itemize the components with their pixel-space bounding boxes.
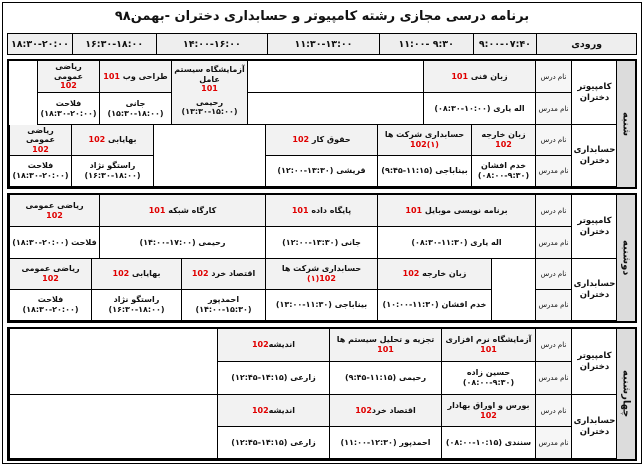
course-cell: حسابداری شرکت ها (۱)102 xyxy=(265,259,377,290)
day-label: چهارشنبه xyxy=(616,329,635,459)
header-row xyxy=(7,33,637,55)
course-cell: ریاضی عمومی 102 xyxy=(9,195,99,227)
label-teacher: نام مدرس xyxy=(535,227,571,259)
course-cell: آزمایشگاه نرم افزاری 101 xyxy=(441,329,535,362)
course-cell: حقوق کار 102 xyxy=(265,125,377,156)
teacher-cell: قریشی (۱۳:۳۰-۱۲:۰۰) xyxy=(265,156,377,187)
label-teacher: نام مدرس xyxy=(535,93,571,125)
course-cell: بهایابی 102 xyxy=(71,125,153,156)
course-cell: برنامه نویسی موبایل 101 xyxy=(377,195,535,227)
teacher-cell: رحیمی (۱۱:۱۵-۹:۴۵) xyxy=(329,362,441,395)
teacher-cell: بیناباجی (۱۱:۱۵-۹:۴۵) xyxy=(377,156,471,187)
course-cell: بورس و اوراق بهادار 102 xyxy=(441,395,535,427)
label-course: نام درس xyxy=(535,329,571,362)
teacher-cell: سنندی (۱۰:۱۵-۰۸:۰۰) xyxy=(441,427,535,459)
teacher-cell: راستگو نژاد (۱۸:۰۰-۱۶:۳۰) xyxy=(71,156,153,187)
teacher-cell: احمدپور (۱۲:۳۰-۱۱:۰۰) xyxy=(329,427,441,459)
teacher-cell: زارعی (۱۴:۱۵-۱۲:۴۵) xyxy=(217,427,329,459)
header-entry: ورودی xyxy=(536,34,636,54)
label-course: نام درس xyxy=(535,395,571,427)
teacher-cell: راستگو نژاد (۱۸:۰۰-۱۶:۳۰) xyxy=(91,290,181,321)
group-computer: کامپیوتر دختران xyxy=(571,329,617,395)
label-teacher: نام مدرس xyxy=(535,427,571,459)
empty-cell xyxy=(247,61,423,93)
page-title: برنامه درسی مجازی رشته کامپیوتر و حسابداری دختران -بهمن۹۸ xyxy=(114,8,530,24)
header-slot-6: ۱۸:۳۰-۲۰:۰۰ xyxy=(10,38,69,50)
teacher-cell: رحیمی (۱۷:۰۰-۱۴:۰۰) xyxy=(99,227,265,259)
course-cell: ریاضی عمومی 102 xyxy=(9,259,91,290)
label-teacher: نام مدرس xyxy=(535,156,571,187)
group-computer: کامپیوتر دختران xyxy=(571,61,617,125)
teacher-cell: فلاحت (۲۰:۰۰-۱۸:۳۰) xyxy=(37,93,99,125)
day-label: شنبه xyxy=(616,61,635,187)
header-slot-2: ۹:۳۰ -۱۱:۰۰ xyxy=(379,34,473,54)
day-label: دوشنبه xyxy=(616,195,635,321)
label-course: نام درس xyxy=(535,259,571,290)
course-cell: اندیشه102 xyxy=(217,395,329,427)
teacher-cell: جانی (۱۸:۰۰-۱۵:۳۰) xyxy=(99,93,171,125)
label-course: نام درس xyxy=(535,61,571,93)
teacher-cell: بیناباجی (۱۱:۳۰-۱۳:۰۰) xyxy=(265,290,377,321)
teacher-cell: جانی (۱۳:۳۰-۱۲:۰۰) xyxy=(265,227,377,259)
teacher-cell: فلاحت (۲۰:۰۰-۱۸:۳۰) xyxy=(9,156,71,187)
course-cell: زبان فنی 101 xyxy=(423,61,535,93)
course-cell: پایگاه داده 101 xyxy=(265,195,377,227)
group-computer: کامپیوتر دختران xyxy=(571,195,617,259)
header-slot-5: ۱۶:۳۰-۱۸:۰۰ xyxy=(72,34,156,54)
header-slot-3: ۱۱:۳۰-۱۳:۰۰ xyxy=(267,34,379,54)
course-cell: ریاضی عمومی 102 xyxy=(9,125,71,156)
teacher-cell: احمدپور (۱۵:۳۰-۱۴:۰۰) xyxy=(181,290,265,321)
label-course: نام درس xyxy=(535,125,571,156)
empty-cell xyxy=(9,395,217,459)
teacher-cell: خدم افشان (۱۱:۳۰-۱۰:۰۰) xyxy=(377,290,491,321)
course-cell: زبان خارجه 102 xyxy=(377,259,491,290)
teacher-cell: فلاحت (۲۰:۰۰-۱۸:۳۰) xyxy=(9,290,91,321)
group-accounting: حسابداری دختران xyxy=(571,259,617,321)
teacher-cell: زارعی (۱۴:۱۵-۱۲:۴۵) xyxy=(217,362,329,395)
label-teacher: نام مدرس xyxy=(535,362,571,395)
day-wednesday xyxy=(7,327,637,461)
teacher-cell: اله یاری (۱۱:۳۰-۰۸:۳۰) xyxy=(377,227,535,259)
course-cell: اقتصاد خرد102 xyxy=(329,395,441,427)
empty-cell xyxy=(9,329,217,395)
group-accounting: حسابداری دختران xyxy=(571,395,617,459)
header-slot-4: ۱۴:۰۰-۱۶:۰۰ xyxy=(156,34,268,54)
course-cell: تجزیه و تحلیل سیستم ها 101 xyxy=(329,329,441,362)
empty-cell xyxy=(153,125,265,187)
course-cell: حسابداری شرکت ها (۱)102 xyxy=(377,125,471,156)
label-course: نام درس xyxy=(535,195,571,227)
teacher-cell: حسین زاده (۹:۳۰-۰۸:۰۰) xyxy=(441,362,535,395)
day-monday xyxy=(7,193,637,323)
empty-cell xyxy=(491,259,535,321)
course-cell: ریاضی عمومی 102 xyxy=(37,61,99,93)
course-cell: اقتصاد خرد 102 xyxy=(181,259,265,290)
course-cell: اندیشه102 xyxy=(217,329,329,362)
label-teacher: نام مدرس xyxy=(535,290,571,321)
schedule-frame xyxy=(2,2,642,464)
header-slot-1: ۹:۰۰-۰۷:۴۰ xyxy=(473,34,537,54)
teacher-cell: خدم افشان (۹:۳۰-۰۸:۰۰) xyxy=(471,156,535,187)
course-cell: طراحی وب 101 xyxy=(99,61,171,93)
course-cell: بهایابی 102 xyxy=(91,259,181,290)
course-cell: آزمایشگاه سیستم عامل 101 رحیمی (۱۵:۰۰-۱۳:۳۰) xyxy=(171,61,247,125)
teacher-cell: فلاحت (۲۰:۰۰-۱۸:۳۰) xyxy=(9,227,99,259)
course-cell: کارگاه شبکه 101 xyxy=(99,195,265,227)
empty-cell xyxy=(247,93,423,125)
day-saturday xyxy=(7,59,637,189)
teacher-cell: اله یاری (۱۰:۰۰-۰۸:۳۰) xyxy=(423,93,535,125)
group-accounting: حسابداری دختران xyxy=(571,125,617,187)
course-cell: زبان خارجه 102 xyxy=(471,125,535,156)
